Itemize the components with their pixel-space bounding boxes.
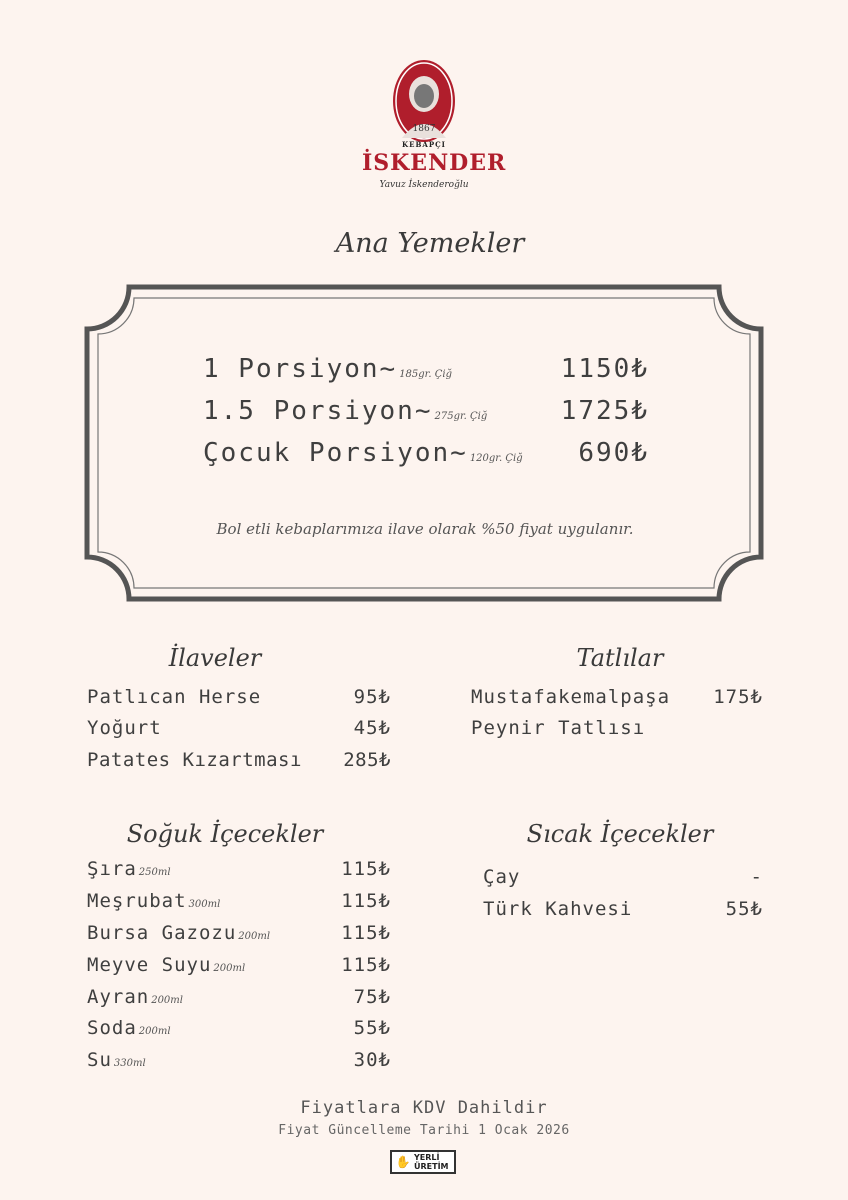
- soguk-item-6: [87, 1017, 391, 1039]
- badge-bottom: ÜRETİM: [414, 1162, 449, 1171]
- item-note: 250ml: [138, 867, 171, 878]
- sicak-item-2: [483, 898, 763, 920]
- item-price: 95₺: [353, 686, 391, 708]
- item-name: Bursa Gazozu: [87, 922, 237, 944]
- item-name: Meyve Suyu: [87, 954, 212, 976]
- main-item-price: 1150₺: [560, 354, 649, 384]
- item-name: Patates Kızartması: [87, 749, 302, 771]
- logo-year: 1867: [412, 124, 436, 134]
- soguk-title: Soğuk İçecekler: [126, 820, 324, 848]
- soguk-item-2: [87, 890, 391, 912]
- badge-top: YERLİ: [414, 1153, 440, 1162]
- logo-subtitle: KEBAPÇI: [402, 140, 446, 149]
- main-item-price: 690₺: [578, 438, 649, 468]
- item-price: -: [750, 866, 763, 888]
- item-price: 75₺: [353, 986, 391, 1008]
- item-note: 300ml: [188, 899, 221, 910]
- soguk-item-4: [87, 954, 391, 976]
- item-name: Türk Kahvesi: [483, 898, 633, 920]
- item-name: Su: [87, 1049, 112, 1071]
- footer-update-date: Fiyat Güncelleme Tarihi 1 Ocak 2026: [278, 1123, 570, 1138]
- item-name: Soda: [87, 1017, 137, 1039]
- main-item-1: [203, 354, 649, 384]
- item-price: 175₺: [713, 686, 763, 708]
- item-name: Mustafakemalpaşa: [471, 686, 671, 708]
- item-note: 200ml: [213, 963, 246, 974]
- local-production-badge: [390, 1150, 456, 1174]
- item-name: Patlıcan Herse: [87, 686, 262, 708]
- tatlilar-item-1: [471, 686, 763, 708]
- soguk-item-7: [87, 1049, 391, 1071]
- item-name: Meşrubat: [87, 890, 187, 912]
- sicak-title: Sıcak İçecekler: [526, 820, 714, 848]
- ilaveler-item-2: [87, 717, 391, 739]
- item-note: 330ml: [113, 1058, 146, 1069]
- main-item-2: [203, 396, 649, 426]
- item-name: Peynir Tatlısı: [471, 717, 646, 739]
- tatlilar-title: Tatlılar: [576, 644, 664, 672]
- item-name: Çay: [483, 866, 521, 888]
- item-price: 55₺: [725, 898, 763, 920]
- ilaveler-item-1: [87, 686, 391, 708]
- tatlilar-item-2: [471, 717, 763, 739]
- item-name: Şıra: [87, 858, 137, 880]
- handshake-icon: ✋: [395, 1155, 411, 1169]
- main-item-3: [203, 438, 649, 468]
- item-price: 115₺: [341, 890, 391, 912]
- main-item-price: 1725₺: [560, 396, 649, 426]
- main-item-note: 120gr. Çiğ: [469, 453, 523, 464]
- item-price: 115₺: [341, 922, 391, 944]
- ilaveler-item-3: [87, 749, 391, 771]
- logo-signature: Yavuz İskenderoğlu: [379, 180, 469, 190]
- item-note: 200ml: [138, 1026, 171, 1037]
- sicak-item-1: [483, 866, 763, 888]
- main-item-note: 185gr. Çiğ: [399, 369, 452, 380]
- footer-vat-note: Fiyatlara KDV Dahildir: [300, 1098, 548, 1118]
- item-name: Ayran: [87, 986, 150, 1008]
- ilaveler-title: İlaveler: [168, 644, 262, 672]
- item-name: Yoğurt: [87, 717, 162, 739]
- item-price: 30₺: [353, 1049, 391, 1071]
- brand-logo: [362, 58, 507, 200]
- item-price: 45₺: [353, 717, 391, 739]
- soguk-item-5: [87, 986, 391, 1008]
- item-price: 115₺: [341, 954, 391, 976]
- item-price: 115₺: [341, 858, 391, 880]
- main-title: Ana Yemekler: [335, 228, 525, 259]
- soguk-item-3: [87, 922, 391, 944]
- main-item-name: 1 Porsiyon~: [203, 354, 398, 384]
- main-footnote: Bol etli kebaplarımıza ilave olarak %50 fiyat uygulanır.: [216, 520, 634, 538]
- soguk-item-1: [87, 858, 391, 880]
- logo-brand: İSKENDER: [362, 150, 507, 176]
- item-price: 55₺: [353, 1017, 391, 1039]
- item-note: 200ml: [151, 995, 183, 1006]
- main-item-name: 1.5 Porsiyon~: [203, 396, 433, 426]
- item-price: 285₺: [343, 749, 391, 771]
- main-item-note: 275gr. Çiğ: [434, 411, 488, 422]
- item-note: 200ml: [238, 931, 271, 942]
- main-item-name: Çocuk Porsiyon~: [203, 438, 468, 468]
